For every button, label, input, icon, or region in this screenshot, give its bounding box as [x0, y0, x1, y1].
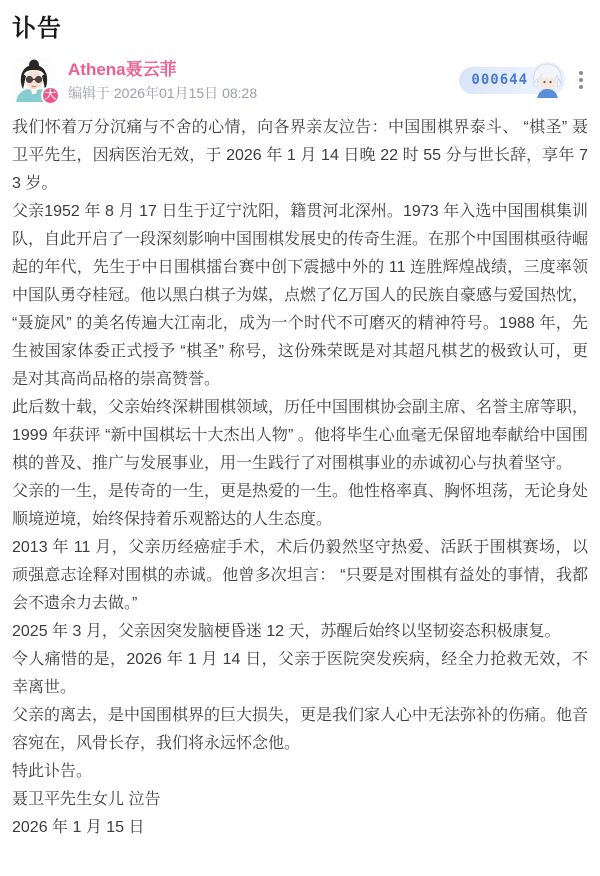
paragraph: 聂卫平先生女儿 泣告: [12, 791, 161, 808]
paragraph: 2013 年 11 月，父亲历经癌症手术，术后仍毅然坚守热爱、活跃于围棋赛场，以顽强意志诠释对围棋的赤诚。他曾多次坦言： “只要是对围棋有益处的事情，我都会不遗余力去做。”: [12, 539, 588, 612]
article-body: [12, 114, 588, 842]
paragraph: 令人痛惜的是，2026 年 1 月 14 日，父亲于医院突发疾病，经全力抢救无效，不幸离世。: [12, 651, 588, 696]
page-title: 讣告: [12, 15, 62, 42]
medal-avatar-icon: [529, 61, 566, 98]
kebab-dot: [579, 71, 583, 75]
edit-timestamp: 编辑于 2026年01月15日 08:28: [68, 84, 258, 101]
author-info: [68, 59, 459, 102]
paragraph: 2025 年 3 月，父亲因突发脑梗昏迷 12 天，苏醒后始终以坚韧姿态积极康复。: [12, 623, 561, 640]
paragraph: 父亲的一生，是传奇的一生，更是热爱的一生。他性格率真、胸怀坦荡，无论身处顺境逆境，始终保持着乐观豁达的人生态度。: [12, 483, 589, 528]
author-row: [12, 58, 588, 102]
more-options-button[interactable]: [576, 67, 586, 93]
author-avatar[interactable]: [12, 58, 56, 102]
paragraph: 特此讣告。: [12, 763, 93, 780]
medal-badge[interactable]: [459, 67, 562, 94]
medal-count: 000644: [471, 72, 528, 88]
header-right: [459, 67, 588, 94]
paragraph: 我们怀着万分沉痛与不舍的心情，向各界亲友泣告：中国围棋界泰斗、 “棋圣” 聂卫平先生，因病医治无效，于 2026 年 1 月 14 日晚 22 时 55 分与世长辞，享年 73 岁。: [12, 119, 588, 192]
kebab-dot: [579, 78, 583, 82]
kebab-dot: [579, 85, 583, 89]
paragraph: 此后数十载，父亲始终深耕围棋领域，历任中国围棋协会副主席、名誉主席等职，1999 年获评 “新中国棋坛十大杰出人物” 。他将毕生心血毫无保留地奉献给中国围棋的普及、推广与发展事业，用一生践行了对围棋事业的赤诚初心与执着坚守。: [12, 399, 589, 472]
paragraph: 父亲1952 年 8 月 17 日生于辽宁沈阳，籍贯河北深州。1973 年入选中国围棋集训队，自此开启了一段深刻影响中国围棋发展史的传奇生涯。在那个中国围棋亟待崛起的年代，先生于中日围棋擂台赛中创下震撼中外的 11 连胜辉煌战绩，三度率领中国队勇夺桂冠。他以黑白棋子为媒，点燃了亿万国人的民族自豪感与爱国热忱， “聂旋风” 的美名传遍大江南北，成为一个时代不可磨灭的精神符号。1988 年，先生被国家体委正式授予 “棋圣” 称号，这份殊荣既是对其超凡棋艺的极致认可，更是对其高尚品格的崇高赞誉。: [12, 203, 589, 388]
paragraph: 父亲的离去，是中国围棋界的巨大损失，更是我们家人心中无法弥补的伤痛。他音容宛在，风骨长存，我们将永远怀念他。: [12, 707, 589, 752]
paragraph: 2026 年 1 月 15 日: [12, 819, 145, 836]
author-name[interactable]: Athena聂云菲: [68, 59, 177, 79]
verified-badge: 大: [41, 86, 60, 105]
